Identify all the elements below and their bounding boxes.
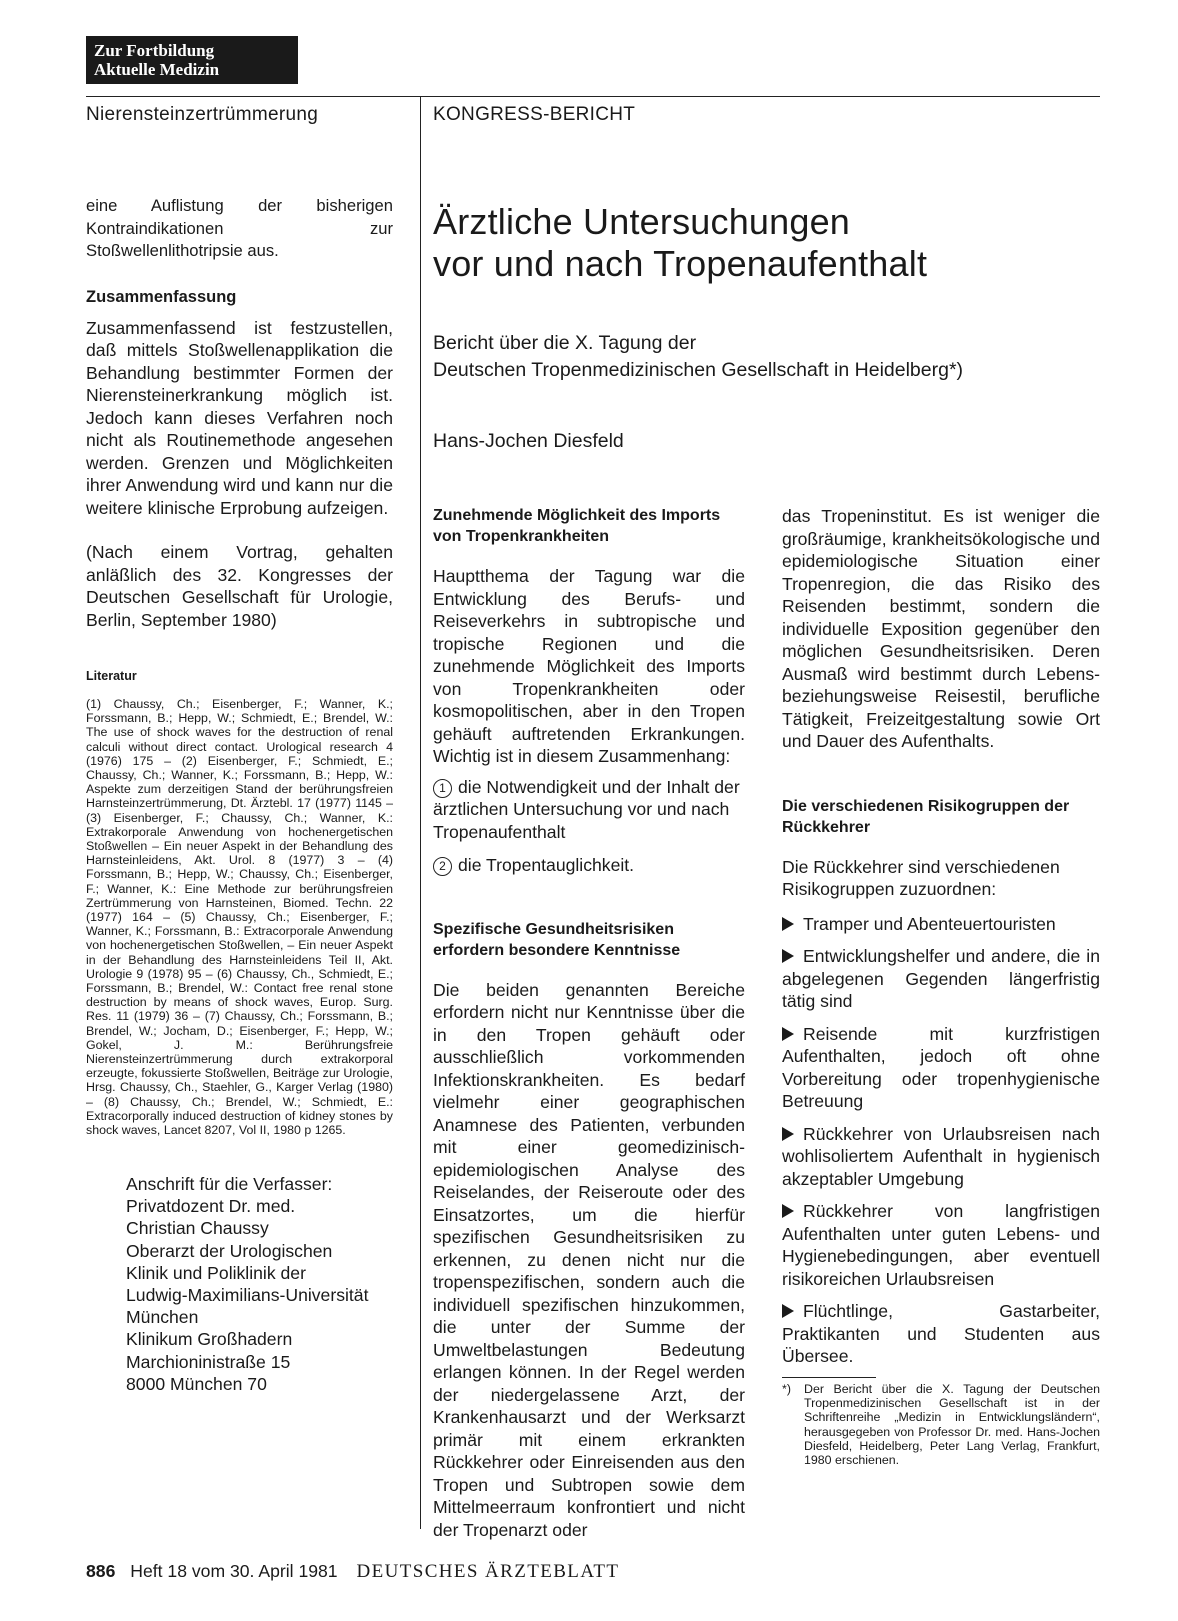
heading-health-risks: Spezifische Gesundheitsrisiken erfordern besondere Kenntnisse [433,920,681,959]
triangle-bullet-icon [782,1027,794,1041]
issue-info: Heft 18 vom 30. April 1981 [130,1561,338,1581]
list-item-text: Entwicklungshelfer und andere, die in abgelegenen Gegenden längerfristig tätig sind [782,946,1100,1011]
list-item-text: Reisende mit kurzfristigen Aufenthalten, jedoch oft ohne Vorbereitung oder tropenhygienische Betreuung [782,1023,1100,1111]
footnote-mark: *) [782,1382,791,1396]
triangle-bullet-icon [782,917,794,931]
paragraph-main-topic: Hauptthema der Tagung war die Entwicklung des Berufs- und Reiseverkehrs in subtropische und tropische Regionen und die zunehmende Möglichkeit des Imports von Tropenkrankheiten oder kosmopolitischen, aber in den Tropen gehäuft auftretenden Erkrankungen. Wichtig ist in diesem Zusammenhang: [433,566,745,766]
magazine-name: DEUTSCHES ÄRZTEBLATT [356,1561,620,1582]
footnote-text: Der Bericht über die X. Tagung der Deutschen Tropenmedizinischen Gesellschaft ist in der Schriftenreihe „Medizin in Entwicklungsländern“, herausgegeben von Professor Dr. med. Hans-Jochen Diesfeld, Heidelberg, Peter Lang Verlag, Frankfurt, 1980 erschienen. [804,1382,1100,1468]
literature-heading: Literatur [86,669,137,683]
author-address [126,1173,426,1395]
top-rule [86,96,1100,97]
address-line: Klinikum Großhadern [126,1329,293,1350]
address-line: Marchioninistraße 15 [126,1351,291,1372]
paragraph-health-risks: Die beiden genannten Bereiche erfordern nicht nur Kenntnisse über die in den Tropen gehäuft oder ausschließlich vorkommenden Infektionskrankheiten. Es bedarf vielmehr einer geographischen Anamnese des Patienten, verbunden mit einer geomedizinisch-epidemiologischen Analyse des Reiselandes, der Reiseroute oder des Einsatzortes, um die hierfür spezifischen Gesundheitsrisiken zu erkennen, zu denen nicht nur die tropenspezifischen, sondern auch die individuell spezifischen hinzukommen, die unter der Summe der Umweltbelastungen Bedeutung erlangen können. In der Regel werden der niedergelassene Arzt, der Krankenhausarzt und der Werksarzt primär mit einem erkrankten Rückkehrer oder Einreisenden aus den Tropen und Subtropen sowie dem Mittelmeerraum konfrontiert und nicht der Tropenarzt oder [433,979,745,1540]
address-line: 8000 München 70 [126,1373,267,1394]
address-line: München [126,1307,199,1328]
address-line: Privatdozent Dr. med. [126,1196,296,1217]
address-line: Anschrift für die Verfasser: [126,1174,333,1194]
triangle-bullet-icon [782,1304,794,1318]
circled-number-2: 2 [433,857,452,876]
address-line: Oberarzt der Urologischen [126,1240,333,1261]
triangle-bullet-icon [782,949,794,963]
list-item-2-text: die Tropentauglichkeit. [458,855,635,875]
heading-risk-groups: Die verschiedenen Risikogruppen der Rückkehrer [782,797,1070,836]
list-item [782,945,1100,1013]
address-line: Ludwig-Maximilians-Universität [126,1285,369,1306]
paragraph-institute: das Tropeninstitut. Es ist weniger die großräumige, krankheitsökologische und epidemiologische Situation einer Tropenregion, die das Risiko des Reisenden bestimmt, sondern die individuelle Exposition gegenüber den möglichen Gesundheitsrisiken. Deren Ausmaß wird bestimmt durch Lebens- beziehungsweise Reisestil, berufliche Tätigkeit, Freizeitgestaltung sowie Ort und Dauer des Aufenthalts. [782,506,1100,751]
summary-heading: Zusammenfassung [86,287,237,306]
list-item [782,1300,1100,1368]
list-item [782,1200,1100,1290]
triangle-bullet-icon [782,1204,794,1218]
article-author: Hans-Jochen Diesfeld [433,430,624,452]
lecture-note: (Nach einem Vortrag, gehalten anläßlich des 32. Kongresses der Deutschen Gesellschaft für Urologie, Berlin, September 1980) [86,542,393,630]
list-item [782,1123,1100,1191]
article-subtitle [433,330,963,384]
summary-paragraph: Zusammenfassend ist festzustellen, daß mittels Stoßwellenapplikation die Behandlung bestimmter Formen der Nierensteinerkrankung möglich ist. Jedoch kann dieses Verfahren noch nicht als Routinemethode angesehen werden. Grenzen und Möglichkeiten ihrer Anwendung wird und kann nur die weitere klinische Erprobung aufzeigen. [86,317,393,518]
left-column [86,195,393,1137]
list-item-1-text: die Notwendigkeit und der Inhalt der ärztlichen Untersuchung vor und nach Tropenaufenthalt [433,776,740,842]
list-item-2 [433,854,745,877]
badge-line-1: Zur Fortbildung [94,41,215,60]
right-column [782,505,1100,1378]
triangle-bullet-icon [782,1127,794,1141]
left-running-header: Nierensteinzertrümmerung [86,104,319,125]
list-item-text: Flüchtlinge, Gastarbeiter, Praktikanten und Studenten aus Übersee. [782,1301,1100,1366]
list-item [782,1023,1100,1113]
intro-paragraph: eine Auflistung der bisherigen Kontraindikationen zur Stoßwellenlithotripsie aus. [86,196,393,260]
footnote [782,1382,1100,1467]
page-footer [86,1561,619,1583]
title-line-1: Ärztliche Untersuchungen [433,201,851,242]
right-running-header: KONGRESS-BERICHT [433,104,636,125]
footnote-rule [782,1377,876,1378]
article-title [433,201,927,285]
subtitle-line-1: Bericht über die X. Tagung der [433,332,697,354]
list-item [782,913,1100,936]
badge-line-2: Aktuelle Medizin [94,60,220,79]
address-line: Christian Chaussy [126,1218,269,1239]
risk-group-list [782,913,1100,1368]
literature-list: (1) Chaussy, Ch.; Eisenberger, F.; Wanner, K.; Forssmann, B.; Hepp, W.; Schmiedt, E.; Brendel, W.: The use of shock waves for the destruction of renal calculi without direct contact. Urological research 4 (1976) 175 – (2) Eisenberger, F.; Schmiedt, E.; Chaussy, Ch.; Wanner, K.; Forssmann, B.; Hepp, W.: Aspekte zum derzeitigen Stand der berührungsfreien Harnsteinzertrümmerung, Dt. Ärztebl. 17 (1977) 1145 – (3) Eisenberger, F.; Chaussy, Ch.; Wanner, K.: Extrakorporale Anwendung von hochenergetischen Stoßwellen – Ein neuer Aspekt in der Behandlung des Harnsteinleidens, Akt. Urol. 8 (1977) 3 – (4) Forssmann, B.; Hepp, W.; Chaussy, Ch.; Eisenberger, F.; Wanner, K.: Eine Methode zur berührungsfreien Zertrümmerung von Harnsteinen, Biomed. Techn. 22 (1977) 164 – (5) Chaussy, Ch.; Eisenberger, F.; Wanner, K.; Forssmann, B.: Extracorporale Anwendung von hochenergetischen Stoßwellen, – Ein neuer Aspekt in der Behandlung des Harnsteinleidens Teil II, Akt. Urologie 9 (1978) 95 – (6) Chaussy, Ch., Schmiedt, E.; Forssmann, B.; Brendel, W.: Contact free renal stone destruction by means of shock waves, Europ. Surg. Res. 11 (1979) 36 – (7) Chaussy, Ch.; Forssmann, B.; Brendel, W.; Jocham, D.; Eisenberger, F.; Hepp, W.; Gokel, J. M.: Berührungsfreie Nierensteinzertrümmerung durch extrakorporal erzeugte, fokussierte Stoßwellen, Beiträge zur Urologie, Hrsg. Chaussy, Ch., Staehler, G., Karger Verlag (1980) – (8) Chaussy, Ch.; Brendel, W.; Schmiedt, E.: Extracorporally induced destruction of kidney stones by shock waves, Lancet 8207, Vol II, 1980 p 1265. [86,697,393,1138]
list-item-1 [433,776,745,844]
section-badge [86,36,298,84]
list-item-text: Rückkehrer von Urlaubsreisen nach wohlisoliertem Aufenthalt in hygienisch akzeptabler Umgebung [782,1123,1100,1189]
title-line-2: vor und nach Tropenaufenthalt [433,243,928,284]
subtitle-line-2: Deutschen Tropenmedizinischen Gesellschaft in Heidelberg*) [433,359,964,381]
paragraph-risk-groups: Die Rückkehrer sind verschiedenen Risikogruppen zuzuordnen: [782,856,1060,899]
heading-imports: Zunehmende Möglichkeit des Imports von Tropenkrankheiten [433,507,721,545]
page-number: 886 [86,1561,116,1581]
middle-column [433,505,745,1541]
address-line: Klinik und Poliklinik der [126,1262,306,1283]
list-item-text: Tramper und Abenteuertouristen [803,913,1056,934]
circled-number-1: 1 [433,779,452,798]
list-item-text: Rückkehrer von langfristigen Aufenthalten unter guten Lebens- und Hygienebedingungen, aber eventuell risikoreichen Urlaubsreisen [782,1201,1100,1289]
